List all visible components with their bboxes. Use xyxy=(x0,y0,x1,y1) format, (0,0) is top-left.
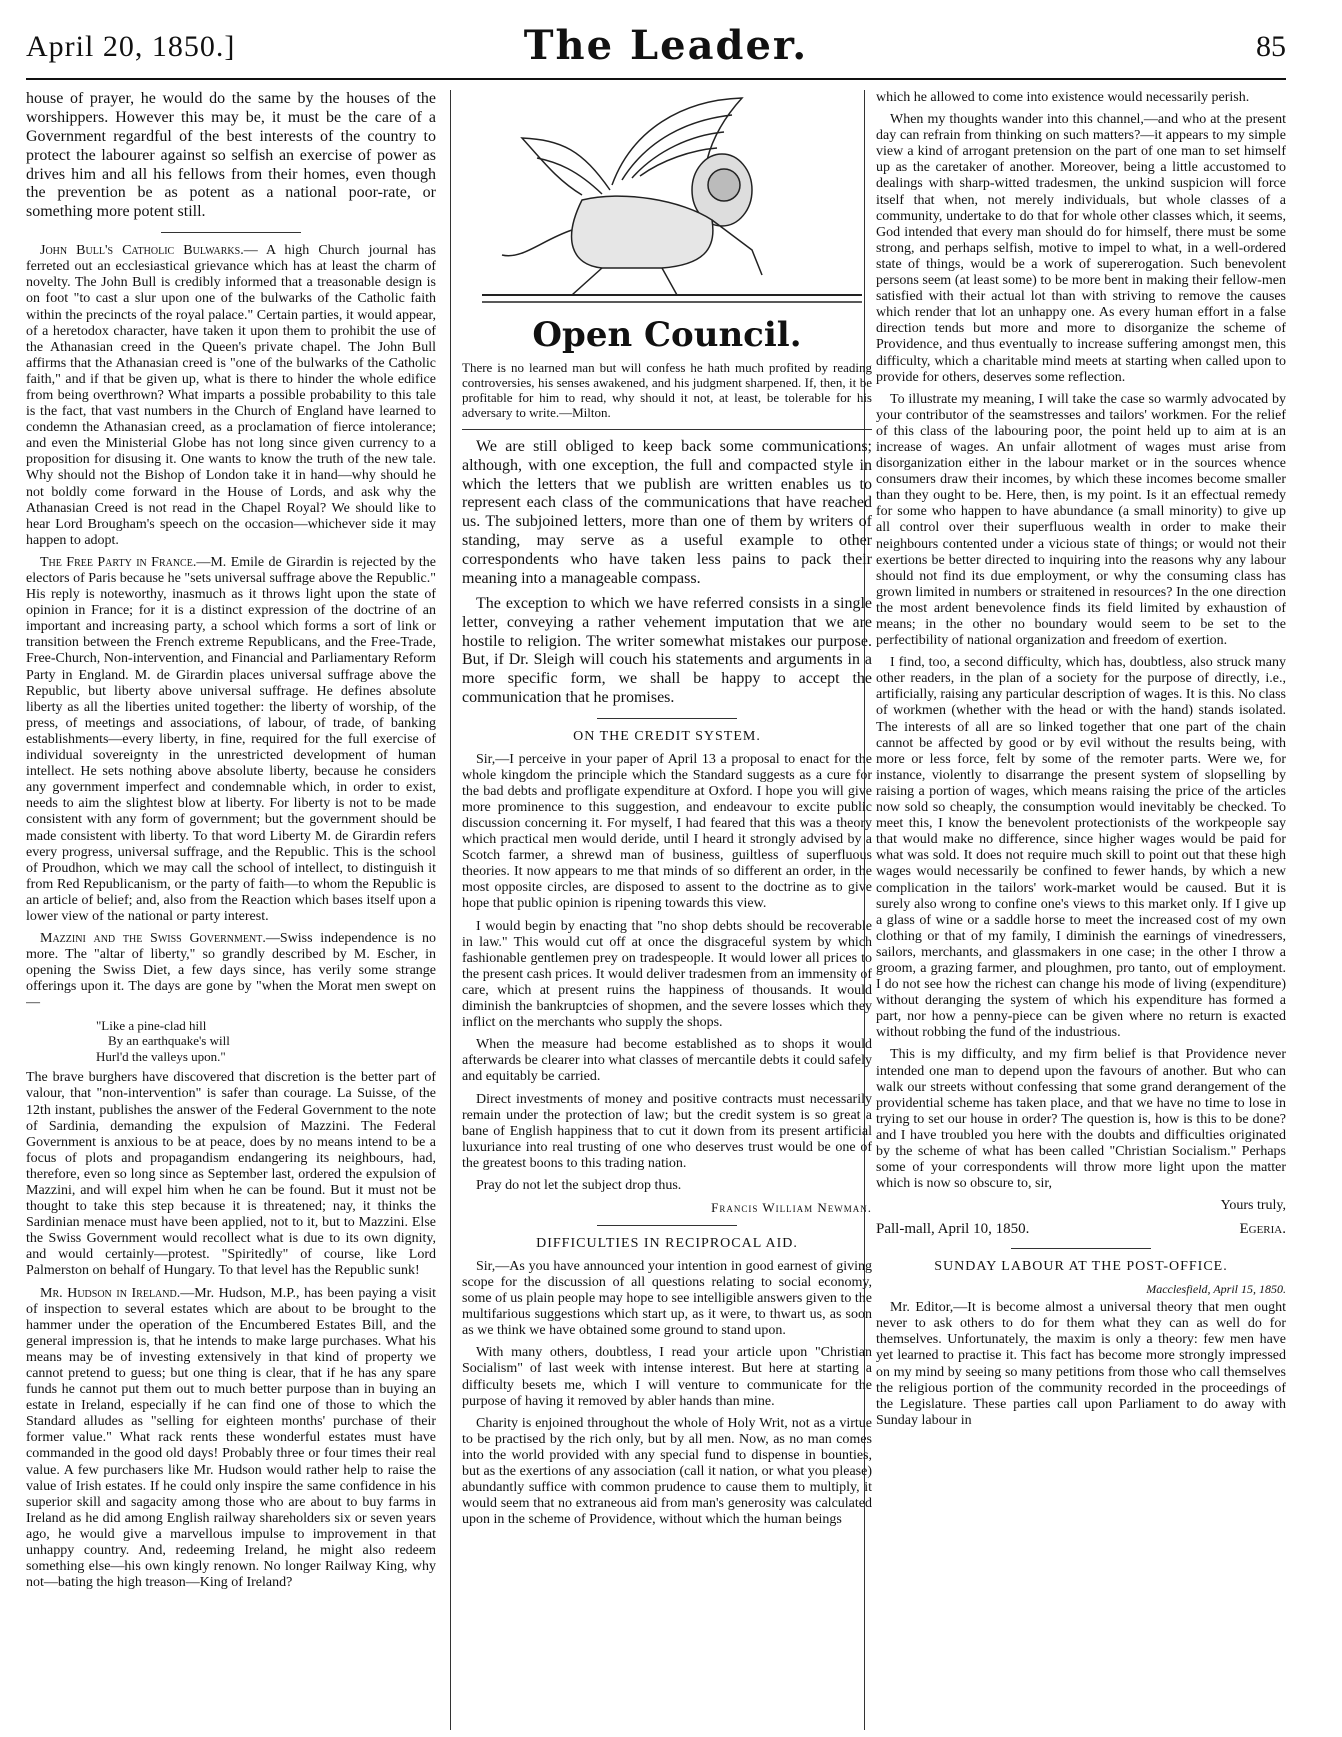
letter-place-date: Pall-mall, April 10, 1850. xyxy=(876,1220,1030,1237)
article-text: — A high Church journal has ferreted out an ecclesiastical grievance which has at least the charm of novelty. The John Bull is credibly informed that a treasonable design is on foot "to cast a slur upon one of the bulwarks of the Catholic faith within the precincts of the royal palace." Certain parties, it would appear, of a heretodox character, have taken it upon them to prohibit the use of the Athanasian creed in the Queen's private chapel. The John Bull affirms that the Athanasian creed is "one of the bulwarks of the Catholic faith," and if that be given up, what is there to hinder the whole edifice from being overthrown? What imparts a possible probability to this tale is the fact, that vast numbers in the Church of England have learned to condemn the Athanasian creed, as a proclamation of fierce intolerance; and even the Ministerial Globe has not long since given currency to a proposition for disusing it. One wants to know the truth of the new tale. Why should not the Bishop of London take it in hand—why should he not boldly come forward in the House of Lords, and ask why the Athanasian Creed is not read in the Chapel Royal? We should like to hear Lord Brougham's speech on the occasion—whichever side it may happen to adopt. xyxy=(26,243,436,548)
paragraph: With many others, doubtless, I read your article upon "Christian Socialism" of last week with intense interest. But here at starting a difficulty besets me, which I will venture to communicate for the purpose of having it removed by abler hands than mine. xyxy=(462,1345,872,1409)
column-2 xyxy=(462,90,872,1725)
paragraph: Mr. Editor,—It is become almost a universal theory that men ought never to ask others to do for them what they can as well do for themselves. Unfortunately, the maxim is only a theory: few men have yet learned to practise it. This fact has become more strongly impressed on my mind by seeing so many petitions from those who call themselves the religious portion of the community recorded in the proceedings of the Legislature. These parties call upon Parliament to do away with Sunday labour in xyxy=(876,1300,1286,1428)
divider xyxy=(161,232,301,233)
signature: Francis William Newman. xyxy=(711,1200,872,1216)
paragraph: The exception to which we have referred consists in a single letter, conveying a rather vehement imputation that we are hostile to religion. The writer somewhat mistakes our purpose. But, if Dr. Sleigh will couch his statements and arguments in a more specific form, we shall be happy to accept the communication that he promises. xyxy=(462,594,872,707)
paragraph: When the measure had become established as to shops it would afterwards be clearer into what classes of mercantile debts it could safely and equitably be carried. xyxy=(462,1037,872,1085)
paragraph: We are still obliged to keep back some communications; although, with one exception, the full and compacted style in which the letters that we publish are written enables us to represent each class of the communications that have reached us. The subjoined letters, more than one of them by writers of standing, may serve as a useful example to other correspondents who have taken less pains to pack their meaning into a manageable compass. xyxy=(462,437,872,587)
verse-line: Hurl'd the valleys upon." xyxy=(96,1048,226,1064)
epigraph: There is no learned man but will confess he hath much profited by reading controversies, his senses awakened, and his judgment sharpened. If, then, it be profitable for him to read, why should it not, at least, be tolerable for his adversary to write.—Milton. xyxy=(462,361,872,430)
letter-heading: ON THE CREDIT SYSTEM. xyxy=(573,729,761,745)
verse-line: By an earthquake's will xyxy=(108,1033,230,1049)
article-heading: The Free Party in France. xyxy=(40,554,197,570)
paragraph: Charity is enjoined throughout the whole of Holy Writ, not as a virtue to be practised by the rich only, but by all men. Now, as no man comes into the world provided with any special fund to dispense in bounties, but as the exertions of any association (call it nation, or what you please) abundantly suffice with common prudence to cause them to multiply, it would seem that no extraneous aid from man's generosity was calculated upon in the scheme of Providence, without which the human beings xyxy=(462,1415,872,1528)
verse-line: "Like a pine-clad hill xyxy=(96,1017,207,1033)
paragraph: Sir,—As you have announced your intention in good earnest of giving scope for the discussion of all questions relating to social economy, some of us plain people may hope to see intelligible answers given to the multifarious suggestions which start up, as it were, to thwart us, as soon as we think we have obtained some ground to stand upon. xyxy=(462,1258,872,1339)
paragraph: To illustrate my meaning, I will take the case so warmly advocated by your contributor of the seamstresses and tailors' workmen. For the relief of this class of the labouring poor, the point held up to aim at is an increase of wages. An unfair allotment of wages must arise from disorganization either in the labour market or in the sources whence consumers draw their incomes, by which these incomes become smaller than they ought to be. Here, then, is my point. Is it an effectual remedy for some who happen to have abundance (a small minority) to give up all control over their superfluous wealth in order to make their neighbours contented under a vicious state of things; or would not their exertions be better directed to inquiring into the reasons why any labour should not find its due employment, or why the consuming class has grown limited in numbers or straitened in resources? In the one direction the most ardent benevolence finds its field limited by exhaustion of means; in the other no boundary would seem to be set to the perfectibility of national organization and freedom of exertion. xyxy=(876,391,1286,649)
paragraph: This is my difficulty, and my firm belief is that Providence never intended one man to depend upon the favours of another. But who can walk our streets without confessing that some grand derangement of the providential scheme has taken place, and that we have no time to lose in trying to set our house in order? The question is, how is this to be done? and I have troubled you here with the doubts and difficulties originated by the scheme of what has been called "Christian Socialism." Perhaps some of your correspondents will throw more light upon the matter which is now so obscure to, sir, xyxy=(876,1047,1286,1192)
page-number: 85 xyxy=(1256,30,1286,63)
paragraph: house of prayer, he would do the same by the houses of the worshippers. However this may be, it must be the care of a Government regardful of the best interests of the country to protect the labourer against so selfish an exercise of power as drives him and all his fellows from their homes, even though the prevention be as potent as a national poor-rate, or something more potent still. xyxy=(26,90,436,221)
article-john-bull xyxy=(26,243,436,549)
paragraph: I would begin by enacting that "no shop debts should be recoverable in law." This would cut off at once the disgraceful system by which fashionable gentlemen prey on tradespeople. It would lower all prices to the present cash prices. It would deliver tradesmen from an immensity of care, which at present ruins the happiness of thousands. It would diminish the bankruptcies of shopmen, and the severe losses which they inflict on the merchants who supply the shops. xyxy=(462,918,872,1031)
divider xyxy=(597,1225,737,1226)
masthead-rule xyxy=(26,78,1286,80)
paragraph: which he allowed to come into existence would necessarily perish. xyxy=(876,90,1250,105)
divider xyxy=(1011,1248,1151,1249)
paragraph: When my thoughts wander into this channel,—and who at the present day can refrain from thinking on such matters?—it appears to my simple view a kind of arrogant pretension on the part of one man to set himself up as the caretaker of another. Moreover, being a little accustomed to dealings with sharp-witted tradesmen, the unkind suspicion will force itself that when, not merely individuals, but whole classes of a community, undertake to do that for whole other classes which, it seems, God intended that every man should do for himself, there must be some strong, and perhaps selfish, motive to impel to what, in a well-ordered state of things, would be a work of supererogation. Such benevolent persons seem (at least some) to be more bent in making their fellow-men satisfied with their actual lot than with striving to remove the causes which render that lot an unhappy one. As every human effort in a false direction tends but more and more to disorganize the scheme of Providence, and thus eventually to increase suffering amongst men, this difficulty, which a charitable mind meets at starting when called upon to provide for others, deserves some reflection. xyxy=(876,112,1286,385)
paragraph: Direct investments of money and positive contracts must necessarily remain under the protection of law; but the credit system is so great a bane of English happiness that to cut it down from its present artificial luxuriance into real trusting of one who deserves trust would be one of the greatest boons to this trading nation. xyxy=(462,1091,872,1171)
signature-line xyxy=(876,1221,1286,1239)
verse-quote xyxy=(96,1018,436,1065)
section-title: Open Council. xyxy=(532,315,802,355)
article-heading: Mr. Hudson in Ireland. xyxy=(40,1285,181,1301)
divider xyxy=(597,718,737,719)
paragraph: I find, too, a second difficulty, which has, doubtless, also struck many other readers, in the plan of a society for the purpose of directly, i.e., artificially, raising any particular description of wages. It is this. No class of workmen (whether with the head or with the hand) stands isolated. The interests of all are so linked together that one part of the chain cannot be affected by good or by evil without the results being, with more or less force, felt by some of the remoter parts. Were we, for instance, violently to disarrange the present system of slopselling by raising a portion of wages, which means raising the price of the articles now sold so cheaply, the consumption would inevitably be checked. To meet this, I know the benevolent protectionists of the workpeople say that would make no difference, since higher wages would be paid for what was sold. It does not require much skill to point out that these high wages would necessarily be confined to fewer hands, by which a new complication in the tailors' work-market would be caused. But it is surely also wrong to confine one's views to this market only. If I give up a glass of wine or a saddle horse to meet the increased cost of my own clothing or that of my family, I diminish the earnings of vinedressers, sailors, merchants, and glassmakers in one case; in the other I throw a groom, a grazing farmer, and ploughmen, pro tanto, out of employment. I do not see how the richest can change his mode of living (expenditure) without deranging the system of which his expenditure has formed a part, nor how a penny-piece can be given where no return is exacted without robbing the fund of the industrious. xyxy=(876,655,1286,1041)
paragraph: Pray do not let the subject drop thus. xyxy=(476,1177,682,1193)
issue-date: April 20, 1850.] xyxy=(26,30,236,63)
column-3 xyxy=(876,90,1286,1725)
winged-lion-emblem-icon xyxy=(462,90,872,315)
article-mazzini xyxy=(26,931,436,1011)
dateline: Macclesfield, April 15, 1850. xyxy=(1146,1282,1286,1296)
letter-heading: SUNDAY LABOUR AT THE POST-OFFICE. xyxy=(934,1259,1228,1275)
masthead xyxy=(26,22,1286,74)
article-hudson xyxy=(26,1286,436,1592)
letter-heading: DIFFICULTIES IN RECIPROCAL AID. xyxy=(536,1236,798,1252)
paragraph: Sir,—I perceive in your paper of April 13 a proposal to enact for the whole kingdom the principle which the Standard suggests as a cure for the bad debts and profligate expenditure at Oxford. I hope you will give more prominence to this suggestion, and endeavour to excite public discussion concerning it. For myself, I had feared that this was a theory which practical men would deride, until I heard it strongly advised by a Scotch farmer, a shrewd man of business, guiltless of superfluous theories. It now appears to me that minds of so different an order, in the most opposite circles, are disposed to assent to the doctrine as to give hope that public opinion is ripening towards this view. xyxy=(462,751,872,912)
article-text: —Swiss independence is no more. The "altar of liberty," so grandly described by M. Escher, in opening the Swiss Diet, a few days since, has verily some strange offerings upon it. The days are gone by "when the Morat men swept on— xyxy=(26,931,436,1011)
article-heading: Mazzini and the Swiss Government. xyxy=(40,931,266,947)
closing: Yours truly, xyxy=(1220,1198,1286,1214)
column-1 xyxy=(26,90,436,1725)
article-free-party xyxy=(26,555,436,925)
newspaper-title: The Leader. xyxy=(523,22,809,69)
paragraph: The brave burghers have discovered that discretion is the better part of valour, that "non-intervention" is safer than courage. La Suisse, of the 12th instant, publishes the answer of the Federal Government to the note of Sardinia, demanding the expulsion of Mazzini. The Federal Government is anxious to be at peace, does by no means intend to be a focus of plots and propagandism endangering its neighbours, had, therefore, even so long since as September last, ordered the expulsion of Mazzini, and will expel him when he can be found. But it must not be thought to take this step because it is threatened; nay, it thinks the Sardinian menace must have been applied, not to it, but to Mazzini. Else the Swiss Government would recollect what is due to its own dignity, and would certainly—protest. "Spiritedly" of course, like Lord Palmerston on behalf of Hungary. To that level has the Republic sunk! xyxy=(26,1070,436,1279)
article-text: —Mr. Hudson, M.P., has been paying a visit of inspection to several estates which are about to be brought to the hammer under the operation of the Encumbered Estates Bill, and the general impression is, that he intends to make large purchases. What his means may be of investing extensively in that kind of property we cannot pretend to guess; but one thing is clear, that if he has any spare funds he cannot put them out to much better purpose than in buying an estate in Ireland, especially if he can find one of those to which the Standard alludes as "selling for eighteen months' purchase of their former value." What rack rents these wonderful estates must have commanded in the good old days! Probably three or four times their real value. A few purchasers like Mr. Hudson would rather help to raise the value of Irish estates. If he could only inspire the same confidence in his superior skill and sagacity among those who are about to buy farms in Ireland as he did among English railway shareholders six or seven years ago, he would give a marvellous impulse to improvement in that unhappy country. And, redeeming Ireland, he might also redeem something else—his own kingly renown. No longer Railway King, why not—bating the high treason—King of Ireland? xyxy=(26,1285,436,1591)
article-heading: John Bull's Catholic Bulwarks. xyxy=(40,243,244,259)
column-divider xyxy=(450,90,451,1730)
signature: Egeria. xyxy=(1239,1220,1286,1237)
article-text: —M. Emile de Girardin is rejected by the electors of Paris because he "sets universal suffrage above the Republic." His reply is noteworthy, inasmuch as it throws light upon the state of opinion in France; for it is a distinct expression of the doctrine of an important and increasing party, a school which forms a sort of link or transition between the French extreme Republicans, and the Free-Trade, Free-Church, Non-intervention, and Financial and Parliamentary Reform Party in England. M. de Girardin places universal suffrage above the Republic, but liberty above universal suffrage. He defines absolute liberty as all the liberties united together: the liberty of worship, of the press, of meetings and associations, of labour, of trade, of banking establishments—every liberty, in fine, required for the full exercise of individual sovereignty in the unrestricted development of human intellect. He sets nothing above absolute liberty, because he considers any government imperfect and condemnable which, in order to exist, needs to aim the slightest blow at liberty. For liberty is not to be made consistent with any form of government; but the government should be made consistent with liberty. To that word Liberty M. de Girardin refers every progress, universal suffrage, and the Republic. This is the school of Proudhon, which we may call the school of intellect, to distinguish it from Red Republicanism, or the party of faith—to whom the Republic is an article of belief; and, also from the Reaction which bases itself upon a lower view of the national or party interest. xyxy=(26,554,436,924)
